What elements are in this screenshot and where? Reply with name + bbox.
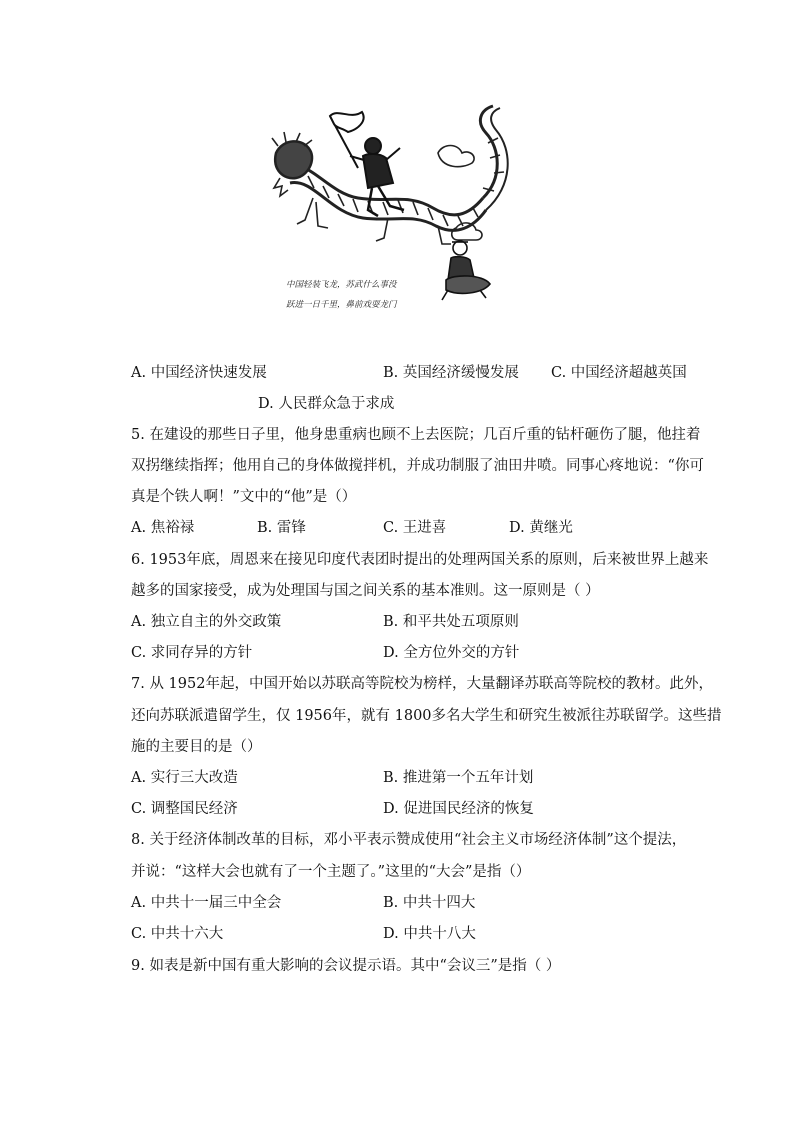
cartoon-caption-line2: 跃进一日千里，鼻前戏耍龙门: [286, 300, 397, 310]
cartoon-illustration: [268, 98, 520, 326]
q5-stem-line1: 5. 在建设的那些日子里，他身患重病也顾不上去医院；几百斤重的钻杆砸伤了腿，他拄着: [131, 427, 701, 443]
q5-stem-line3: 真是个铁人啊！”文中的“他”是（）: [131, 489, 357, 505]
q5-option-c: C. 王进喜: [383, 520, 447, 536]
q7-option-a: A. 实行三大改造: [131, 770, 238, 786]
q5-option-d: D. 黄继光: [509, 520, 573, 536]
q6-stem-line2: 越多的国家接受，成为处理国与国之间关系的基本准则。这一原则是（ ）: [131, 583, 600, 599]
q7-option-c: C. 调整国民经济: [131, 801, 238, 817]
q8-option-d: D. 中共十八大: [383, 926, 476, 942]
q5-option-b: B. 雷锋: [257, 520, 306, 536]
q6-option-c: C. 求同存异的方针: [131, 645, 253, 661]
q9-stem-line1: 9. 如表是新中国有重大影响的会议提示语。其中“会议三”是指（ ）: [131, 958, 561, 974]
q7-stem-line2: 还向苏联派遣留学生，仅 1956年，就有 1800多名大学生和研究生被派往苏联留学。这些措: [131, 708, 722, 724]
cartoon-caption-line1: 中国轻装飞龙，苏武什么事没: [286, 280, 397, 290]
q6-option-a: A. 独立自主的外交政策: [131, 614, 282, 630]
q4-option-d: D. 人民群众急于求成: [258, 396, 395, 412]
q5-option-a: A. 焦裕禄: [131, 520, 195, 536]
q6-option-d: D. 全方位外交的方针: [383, 645, 520, 661]
q8-stem-line2: 并说：“这样大会也就有了一个主题了。”这里的“大会”是指（）: [131, 864, 531, 880]
q7-option-b: B. 推进第一个五年计划: [383, 770, 534, 786]
q8-option-c: C. 中共十六大: [131, 926, 224, 942]
q7-stem-line3: 施的主要目的是（）: [131, 739, 262, 755]
q5-stem-line2: 双拐继续指挥；他用自己的身体做搅拌机，并成功制服了油田井喷。同事心疼地说：“你可: [131, 458, 704, 474]
q4-option-a: A. 中国经济快速发展: [131, 365, 267, 381]
q8-option-b: B. 中共十四大: [383, 895, 476, 911]
q6-option-b: B. 和平共处五项原则: [383, 614, 519, 630]
q7-option-d: D. 促进国民经济的恢复: [383, 801, 534, 817]
q4-option-b: B. 英国经济缓慢发展: [383, 365, 519, 381]
small-figure: [442, 241, 490, 300]
q4-option-c: C. 中国经济超越英国: [551, 365, 687, 381]
q6-stem-line1: 6. 1953年底，周恩来在接见印度代表团时提出的处理两国关系的原则，后来被世界上越来: [131, 552, 709, 568]
q8-option-a: A. 中共十一届三中全会: [131, 895, 282, 911]
q7-stem-line1: 7. 从 1952年起，中国开始以苏联高等院校为榜样，大量翻译苏联高等院校的教材。此外，: [131, 676, 713, 692]
q8-stem-line1: 8. 关于经济体制改革的目标，邓小平表示赞成使用“社会主义市场经济体制”这个提法，: [131, 832, 687, 848]
